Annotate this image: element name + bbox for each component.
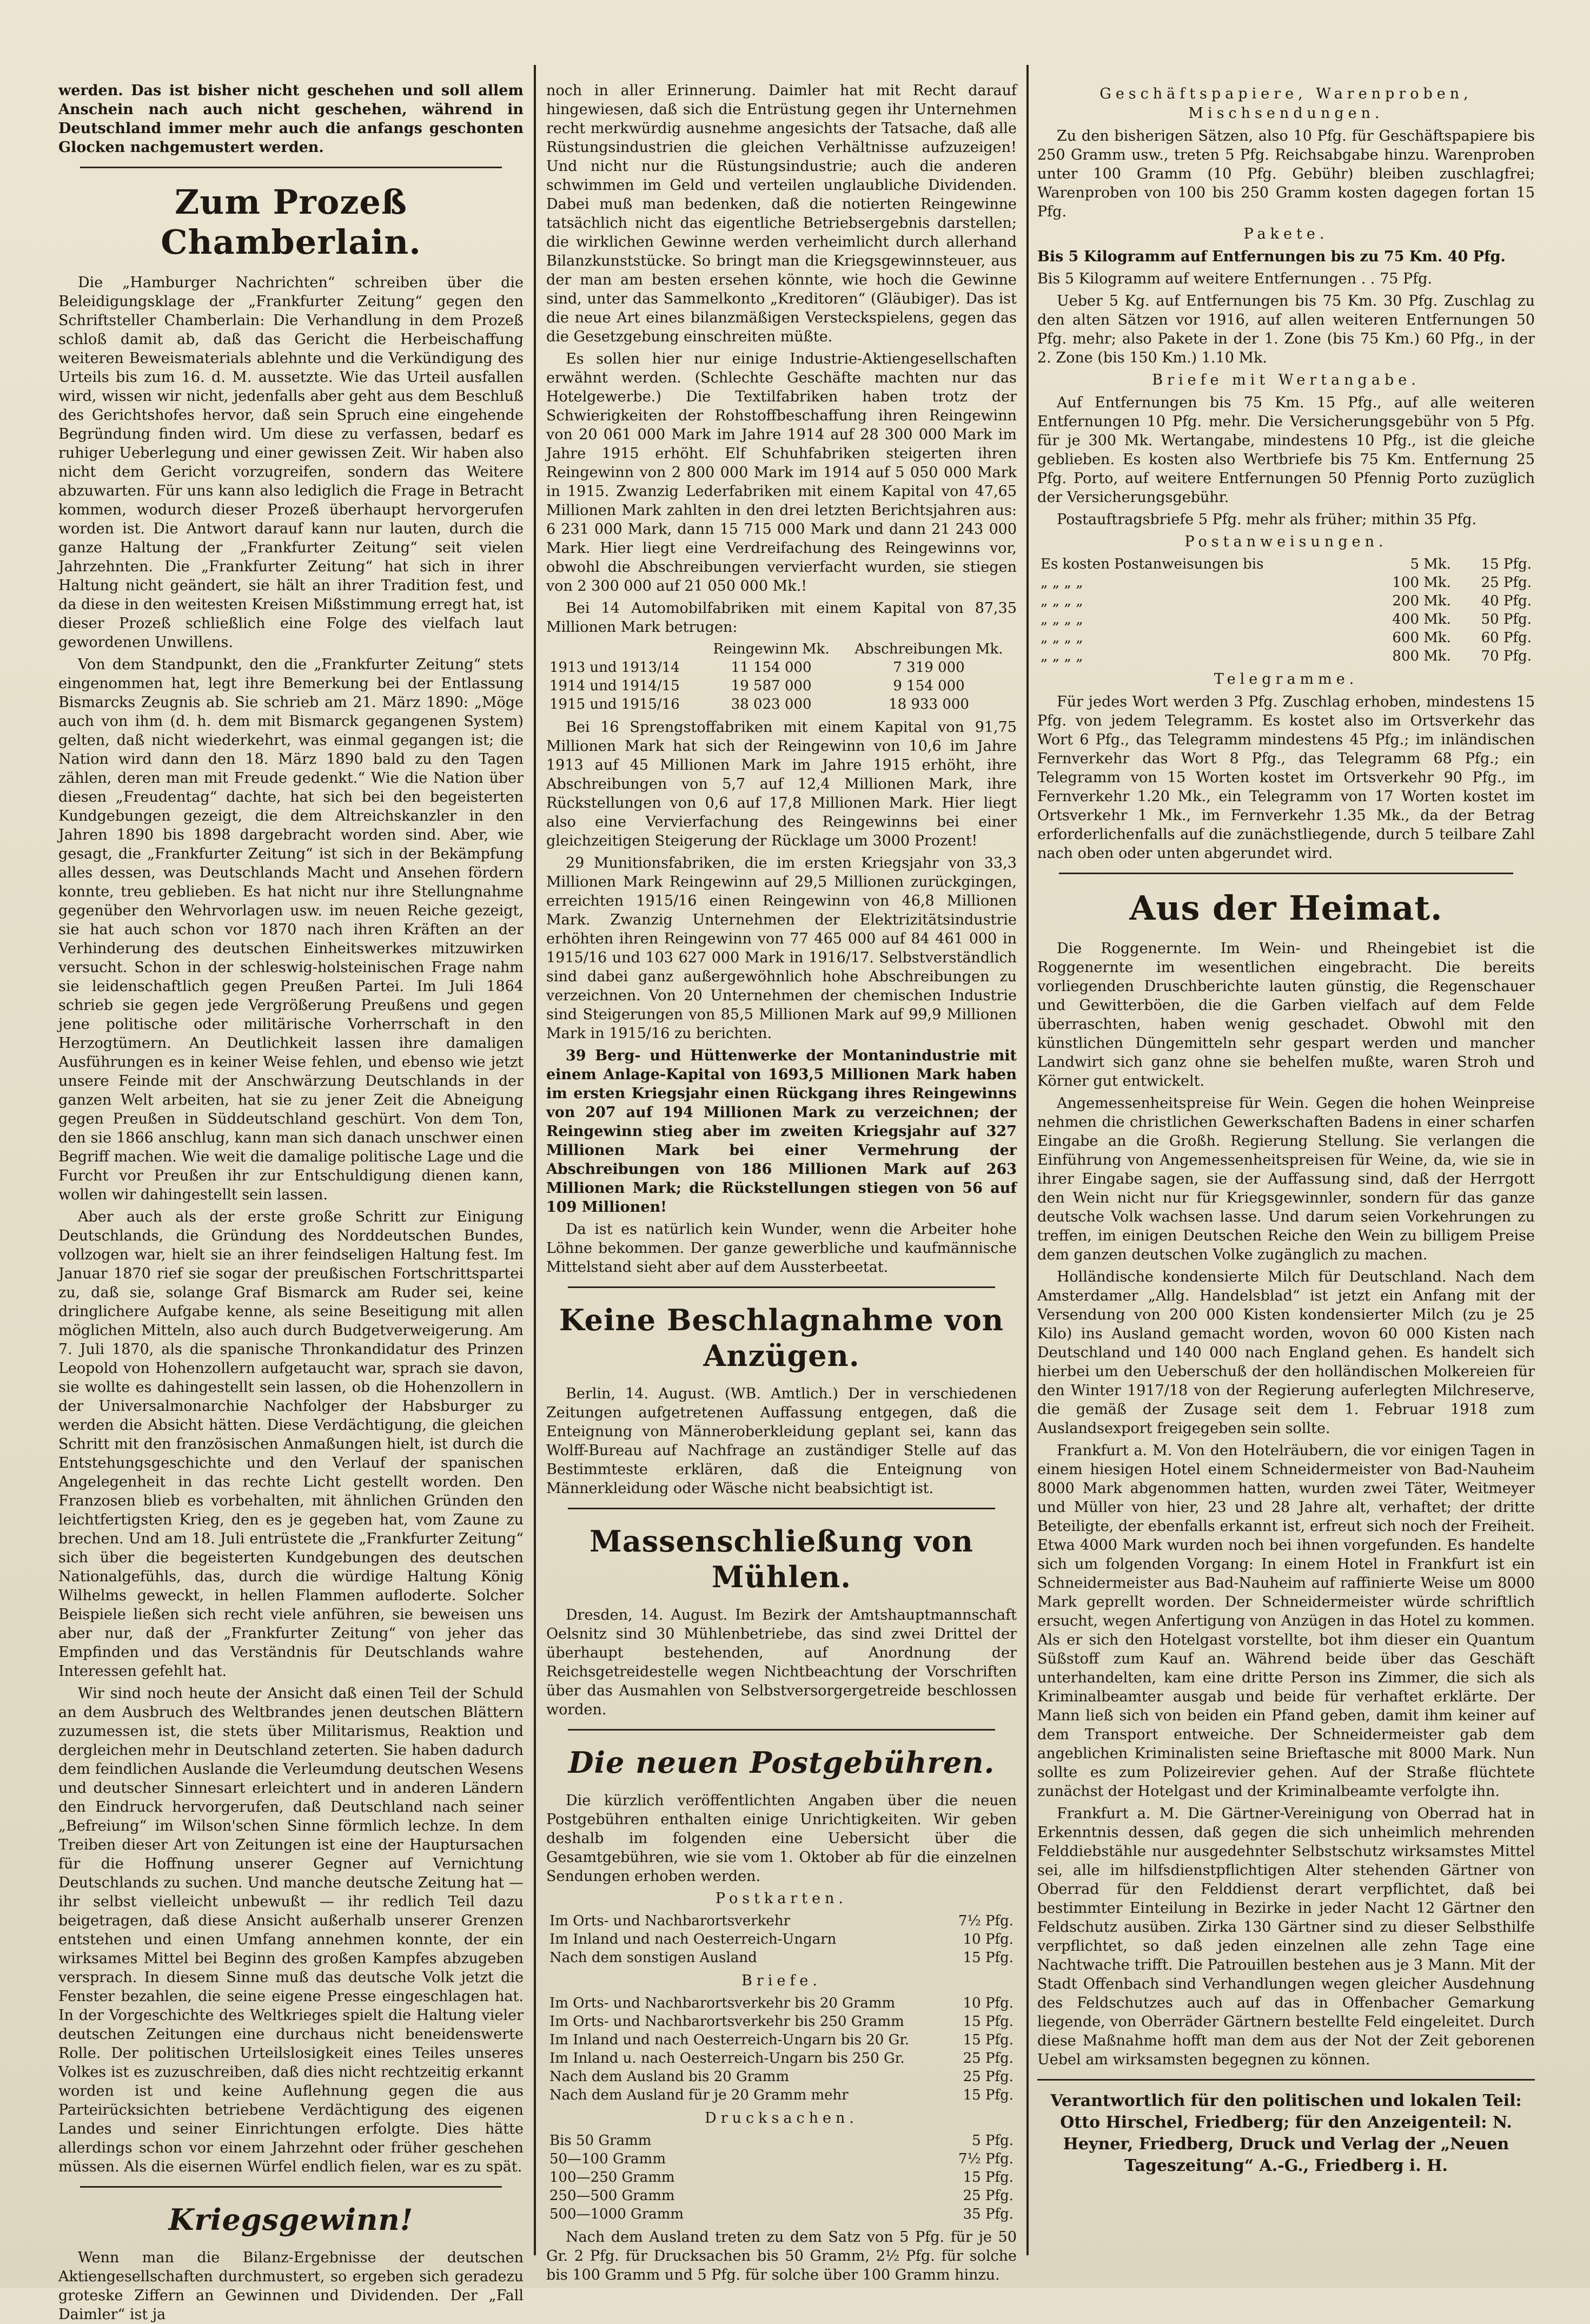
rate-label: „ „ „ „	[1041, 593, 1083, 609]
article-paragraph: Zu den bisherigen Sätzen, also 10 Pfg. für Geschäftspapiere bis 250 Gramm usw., treten 5 Pfg. Reichsabgabe hinzu. Warenproben unter 100 Gramm (10 Pfg. Gebühr) bleiben zuschlagfrei; Warenproben von 100 bis 250 Gramm kosten dagegen fortan 15 Pfg.	[1037, 128, 1535, 220]
postanweisungen-rates	[1037, 555, 1535, 665]
rate-value: 15 Pfg.	[1481, 556, 1532, 572]
article-paragraph: Die kürzlich veröffentlichten Angaben über die neuen Postgebühren enthalten einige Unrichtigkeiten. Wir geben deshalb im folgenden eine Uebersicht über die Gesamtgebühren, wie sie vom 1. Oktober ab für die einzelnen Sendungen erhoben werden.	[546, 1792, 1017, 1885]
table-row	[546, 677, 1017, 695]
column-right	[1037, 81, 1535, 2266]
article-paragraph: Nach dem Ausland treten zu dem Satz von 5 Pfg. für je 50 Gr. 2 Pfg. für Drucksachen bis 50 Gramm, 2½ Pfg. für solche bis 100 Gramm und 5 Pfg. für solche über 100 Gramm hinzu.	[546, 2229, 1017, 2283]
rate-value: 10 Pfg.	[963, 1995, 1013, 2011]
article-paragraph: Holländische kondensierte Milch für Deutschland. Nach dem Amsterdamer „Allg. Handelsblad“ ist jetzt ein Anfang mit der Versendung von 200 000 Kisten kondensierter Milch (zu je 25 Kilo) ins Ausland gemacht worden, wovon 60 000 Kisten nach Deutschland und 140 000 nach England gehen. Es handelt sich hierbei um den Ueberschuß der den holländischen Molkereien für den Winter 1917/18 von der Regierung auferlegten Milchreserve, die gemäß der Zusage seit dem 1. Februar 1918 zum Auslandsexport freigegeben sein sollte.	[1037, 1269, 1535, 1437]
headline-anzuege: Keine Beschlagnahme von Anzügen.	[559, 1303, 1004, 1373]
rate-label: Im Orts- und Nachbarortsverkehr bis 20 Gramm	[549, 1995, 896, 2011]
rate-label: Es kosten Postanweisungen bis	[1041, 556, 1264, 572]
table-row	[546, 1930, 1017, 1949]
rate-label: Im Orts- und Nachbarortsverkehr	[549, 1913, 790, 1929]
subheading-telegramme: Telegramme.	[1214, 671, 1359, 688]
article-paragraph: Dresden, 14. August. Im Bezirk der Amtshauptmannschaft Oelsnitz sind 30 Mühlenbetriebe, das sind zwei Drittel der überhaupt bestehenden, auf Anordnung der Reichsgetreidestelle wegen Nichtbeachtung der Vorschriften über das Ausmahlen von Selbstversorgergetreide beschlossen worden.	[546, 1607, 1017, 1718]
article-paragraph: Wir sind noch heute der Ansicht daß einen Teil der Schuld an dem Ausbruch des Weltbrandes jenen deutschen Blättern zuzumessen ist, die stets über Militarismus, Reaktion und dergleichen mehr in Deutschland zeterten. Sie haben dadurch dem feindlichen Auslande die Verleumdung deutschen Wesens und deutscher Sinnesart erleichtert und in anderen Ländern den Eindruck hervorgerufen, daß Deutschland nach seiner „Befreiung“ im Wilson'schen Sinne förmlich lechze. In dem Treiben dieser Art von Zeitungen ist eine der Hauptursachen für die Hoffnung unserer Gegner auf Vernichtung Deutschlands zu suchen. Und manche deutsche Zeitung hat — ihr selbst vielleicht unbewußt — ihr redlich Teil dazu beigetragen, daß diese Ansicht außerhalb unserer Grenzen entstehen und einen Umfang annehmen konnte, der ein wirksames Mittel bei Beginn des großen Kampfes abzugeben versprach. In diesem Sinne muß das deutsche Volk jetzt die Fenster bezahlen, die seine eigene Presse eingeschlagen hat. In der Vorgeschichte des Weltkrieges spielt die Haltung vieler deutschen Zeitungen eine durchaus nicht beneidenswerte Rolle. Der politischen Urteilslosigkeit eines Teiles unseres Volkes ist es zuzuschreiben, daß dies nicht rechtzeitig erkannt worden ist und keine Auflehnung gegen die aus Parteirücksichten betriebene Verdächtigung des eigenen Landes und seiner Einrichtungen erfolgte. Dies hätte allerdings schon vor einem Jahrzehnt oder früher geschehen müssen. Als die eisernen Würfel endlich fielen, war es zu spät.	[58, 1685, 524, 2175]
rate-amount: 5 Mk.	[1410, 556, 1451, 572]
table-cell: 38 023 000	[731, 696, 812, 712]
table-row	[1037, 555, 1535, 573]
rate-label: Im Inland u. nach Oesterreich-Ungarn bis 250 Gr.	[549, 2050, 905, 2066]
rate-value: 15 Pfg.	[963, 2169, 1013, 2186]
table-row	[546, 1912, 1017, 1930]
rate-label: „ „ „ „	[1041, 630, 1083, 646]
table-cell: 1915 und 1915/16	[549, 696, 680, 712]
column-middle	[546, 81, 1017, 2283]
table-cell: 1913 und 1913/14	[549, 659, 680, 676]
table-row	[546, 2086, 1017, 2104]
rate-value: 70 Pfg.	[1481, 648, 1532, 664]
table-row	[1037, 573, 1535, 592]
table-row	[546, 1949, 1017, 1967]
article-paragraph: Da ist es natürlich kein Wunder, wenn die Arbeiter hohe Löhne bekommen. Der ganze gewerbliche und kaufmännische Mittelstand sieht aber auf dem Aussterbeetat.	[546, 1221, 1017, 1276]
section-divider	[80, 2186, 502, 2188]
table-row	[1037, 592, 1535, 610]
subheading-drucksachen: Drucksachen.	[705, 2110, 858, 2127]
table-row	[546, 2012, 1017, 2031]
table-cell: 7 319 000	[893, 659, 965, 676]
article-paragraph: Die Roggenernte. Im Wein- und Rheingebiet ist die Roggenernte im wesentlichen eingebracht. Die bereits vorliegenden Druschberichte lauten günstig, die Regenschauer und Gewitterböen, die die Garben vielfach auf dem Felde überraschten, haben wenig geschadet. Obwohl mit den künstlichen Düngemitteln sehr gespart werden und mancher Landwirt sich ganz ohne sie behelfen mußte, waren Stroh und Körner gut entwickelt.	[1037, 940, 1535, 1090]
table-row	[546, 2068, 1017, 2086]
column-left	[58, 81, 524, 2323]
headline-chamberlain: Zum Prozeß Chamberlain.	[161, 182, 421, 262]
rate-value: 15 Pfg.	[963, 1950, 1013, 1966]
rate-label: 50—100 Gramm	[549, 2151, 666, 2167]
article-paragraph: Angemessenheitspreise für Wein. Gegen die hohen Weinpreise nehmen die christlichen Gewerkschaften Badens in einer scharfen Eingabe an die Großh. Regierung Stellung. Sie verlangen die Einführung von Angemessenheitspreisen für Weine, da, wie sie in ihrer Eingabe sagen, sie der Auffassung sind, daß der Herrgott den Wein nicht nur für Kriegsgewinnler, sondern für das ganze deutsche Volk wachsen lasse. Und darum seien Vorkehrungen zu treffen, im einigen Deutschen Reiche den Wein zu billigem Preise dem ganzen deutschen Volke zugänglich zu machen.	[1037, 1095, 1535, 1263]
rate-amount: 100 Mk.	[1392, 575, 1451, 591]
article-paragraph: 39 Berg- und Hüttenwerke der Montanindustrie mit einem Anlage-Kapital von 1693,5 Millionen Mark haben im ersten Kriegsjahr einen Rückgang ihres Reingewinns von 207 auf 194 Millionen Mark zu verzeichnen; der Reingewinn stieg aber im zweiten Kriegsjahr auf 327 Millionen Mark bei einer Vermehrung der Abschreibungen von 186 Millionen Mark auf 263 Millionen Mark; die Rückstellungen stiegen von 56 auf 109 Millionen!	[546, 1047, 1017, 1216]
rate-value: 40 Pfg.	[1481, 593, 1532, 609]
briefe-rates	[546, 1994, 1017, 2104]
rate-label: Nach dem sonstigen Ausland	[549, 1950, 757, 1966]
subheading-postanweisungen: Postanweisungen.	[1184, 533, 1388, 550]
article-paragraph: Postauftragsbriefe 5 Pfg. mehr als früher; mithin 35 Pfg.	[1057, 511, 1477, 528]
article-paragraph: Frankfurt a. M. Die Gärtner-Vereinigung von Oberrad hat in Erkenntnis dessen, daß gegen die sich unheimlich mehrenden Felddiebstähle nur ausgedehnter Selbstschutz wirksamstes Mittel sei, alle im hilfsdienstpflichtigen Alter stehenden Gärtner von Oberrad für den Felddienst derart verpflichtet, daß bei bestimmter Einteilung in Bezirke in jeder Nacht 12 Gärtner den Feldschutz ausüben. Zirka 130 Gärtner sind zu dieser Selbsthilfe verpflichtet, so daß jeden einzelnen alle zehn Tage eine Nachtwache trifft. Die Patrouillen bestehen aus je 3 Mann. Mit der Stadt Offenbach sind Verhandlungen wegen gleicher Ausdehnung des Feldschutzes auch auf das in Offenbacher Gemarkung liegende, von Oberräder Gärtnern bestellte Feld eingeleitet. Durch diese Maßnahme hofft man dem aus der Not der Zeit geborenen Uebel am wirksamsten begegnen zu können.	[1037, 1805, 1535, 2068]
table-row	[546, 2150, 1017, 2168]
rate-label: Im Inland und nach Oesterreich-Ungarn bis 20 Gr.	[549, 2032, 910, 2048]
rate-label: „ „ „ „	[1041, 648, 1083, 664]
rate-value: 7½ Pfg.	[958, 2151, 1013, 2167]
rate-value: 25 Pfg.	[1481, 575, 1532, 591]
headline-postgebuehren: Die neuen Postgebühren.	[568, 1745, 995, 1780]
section-divider	[568, 1508, 995, 1509]
table-row	[546, 2049, 1017, 2068]
table-row	[546, 1994, 1017, 2012]
table-header: Reingewinn Mk.	[713, 641, 830, 657]
table-row	[546, 2131, 1017, 2150]
rate-value: 60 Pfg.	[1481, 630, 1532, 646]
article-paragraph: Frankfurt a. M. Von den Hotelräubern, die vor einigen Tagen in einem hiesigen Hotel einem Schneidermeister von Bad-Nauheim 8000 Mark abgenommen hatten, wurden zwei Täter, Weitmeyer und Müller von hier, 23 und 28 Jahre alt, verhaftet; der dritte Beteiligte, der ebenfalls erkannt ist, erfreut sich noch der Freiheit. Etwa 4000 Mark wurden noch bei ihnen vorgefunden. Es handelte sich um folgenden Vorgang: In einem Hotel in Frankfurt ist ein Schneidermeister aus Bad-Nauheim auf raffinierte Weise um 8000 Mark geprellt worden. Der Schneidermeister würde schriftlich ersucht, wegen Anfertigung von Anzügen in das Hotel zu kommen. Als er sich den Hotelgast vorstellte, bot ihm dieser ein Quantum Süßstoff zum Kauf an. Während beide über das Geschäft unterhandelten, kam eine dritte Person ins Zimmer, die sich als Kriminalbeamter ausgab und beide für verhaftet erklärte. Der Mann ließ sich von beiden ein Pfand geben, damit ihm keiner auf dem Transport entweiche. Der Schneidermeister gab dem angeblichen Kriminalisten seine Brieftasche mit 8000 Mark. Nun sollte es zum Polizeirevier gehen. Auf der Straße flüchtete zunächst der Hotelgast und der Kriminalbeamte verfolgte ihn.	[1037, 1442, 1535, 1800]
table-cell: 1914 und 1914/15	[549, 678, 680, 694]
imprint-rule	[1037, 2079, 1535, 2081]
table-cell: 18 933 000	[889, 696, 969, 712]
headline-heimat: Aus der Heimat.	[1129, 888, 1443, 928]
rate-label: „ „ „ „	[1041, 611, 1083, 628]
table-cell: 19 587 000	[731, 678, 812, 694]
article-paragraph: Es sollen hier nur einige Industrie-Aktiengesellschaften erwähnt werden. (Schlechte Geschäfte machten nur das Hotelgewerbe.) Die Textilfabriken haben trotz der Schwierigkeiten der Rohstoffbeschaffung ihren Reingewinn von 20 061 000 Mark im Jahre 1914 auf 28 300 000 Mark im Jahre 1915 erhöht. Elf Schuhfabriken steigerten ihren Reingewinn von 2 800 000 Mark im 1914 auf 5 050 000 Mark in 1915. Zwanzig Lederfabriken mit einem Kapital von 47,65 Millionen Mark zahlten in den drei letzten Berichtsjahren aus: 6 231 000 Mark, dann 15 715 000 Mark und dann 21 243 000 Mark. Hier liegt eine Verdreifachung des Reingewinns vor, obwohl die Abschreibungen vervierfacht wurden, sie stiegen von 2 300 000 auf 21 050 000 Mk.!	[546, 351, 1017, 595]
article-paragraph: Bei 14 Automobilfabriken mit einem Kapital von 87,35 Millionen Mark betrugen:	[546, 600, 1017, 636]
drucksachen-rates	[546, 2131, 1017, 2223]
imprint: Verantwortlich für den politischen und lokalen Teil: Otto Hirschel, Friedberg; für den Anzeigenteil: N. Heyner, Friedberg, Druck und Verlag der „Neuen Tageszeitung“ A.-G., Friedberg i. H.	[1050, 2091, 1522, 2175]
rate-value: 15 Pfg.	[963, 2087, 1013, 2103]
table-row	[546, 695, 1017, 714]
rate-value: 15 Pfg.	[963, 2013, 1013, 2030]
table-row	[546, 2187, 1017, 2205]
rate-value: 5 Pfg.	[972, 2132, 1013, 2149]
rate-label: Nach dem Ausland bis 20 Gramm	[549, 2069, 790, 2085]
article-paragraph: Für jedes Wort werden 3 Pfg. Zuschlag erhoben, mindestens 15 Pfg. von jedem Telegramm. Es kostet also im Ortsverkehr das Wort 6 Pfg., das Telegramm mindestens 45 Pfg.; im inländischen Fernverkehr das Wort 8 Pfg., das Telegramm 68 Pfg.; ein Telegramm von 15 Worten kostet im Ortsverkehr 90 Pfg., im Fernverkehr 1.20 Mk., ein Telegramm von 17 Worten kostet im Ortsverkehr 1 Mk., im Fernverkehr 1.35 Mk., da der Betrag erforderlichenfalls auf die zunächstliegende, durch 5 teilbare Zahl nach oben oder unten abgerundet wird.	[1037, 694, 1535, 862]
subheading-postkarten: Postkarten.	[715, 1890, 848, 1907]
section-divider	[1059, 873, 1513, 874]
rate-label: Bis 50 Gramm	[549, 2132, 652, 2149]
table-row	[1037, 629, 1535, 647]
automobile-profit-table	[546, 640, 1017, 714]
article-paragraph: Wenn man die Bilanz-Ergebnisse der deutschen Aktiengesellschaften durchmustert, so ergeben sich geradezu groteske Ziffern an Gewinnen und Dividenden. Der „Fall Daimler“ ist ja	[58, 2249, 524, 2323]
table-row	[546, 2031, 1017, 2049]
table-row	[1037, 610, 1535, 629]
rate-value: 25 Pfg.	[963, 2188, 1013, 2204]
table-row	[546, 658, 1017, 677]
table-row	[1037, 647, 1535, 665]
rate-amount: 200 Mk.	[1392, 593, 1451, 609]
subheading-geschaeftspapiere: Geschäftspapiere, Warenproben, Mischsendungen.	[1099, 85, 1473, 122]
article-paragraph: Bei 16 Sprengstoffabriken mit einem Kapital von 91,75 Millionen Mark hat sich der Reingewinn von 10,6 im Jahre 1913 auf 45 Millionen Mark im Jahre 1915 erhöht, ihre Abschreibungen von 5,7 auf 12,4 Millionen Mark, ihre Rückstellungen von 0,6 auf 17,8 Millionen Mark. Hier liegt also eine Vervierfachung des Reingewinns bei einer gleichzeitigen Steigerung der Rücklage um 3000 Prozent!	[546, 719, 1017, 849]
article-paragraph: Aber auch als der erste große Schritt zur Einigung Deutschlands, die Gründung des Norddeutschen Bundes, vollzogen war, hielt sie an ihrer feindseligen Haltung fest. Im Januar 1870 rief sie sogar der preußischen Fortschrittspartei zu, daß sie, solange Graf Bismarck am Ruder sei, keine dringlichere Aufgabe kenne, als seine Beseitigung mit allen möglichen Mitteln, also auch durch Budgetverweigerung. Am 7. Juli 1870, als die spanische Thronkandidatur des Prinzen Leopold von Hohenzollern aufgetaucht war, sprach sie davon, sie wollte es dahingestellt sein lassen, ob die Hohenzollern in der Universalmonarchie Nachfolger der Habsburger zu werden die Absicht hätten. Diese Verdächtigung, die gleichen Schritt mit den französischen Anmaßungen hielt, ist durch die Entstehungsgeschichte und den Verlauf der spanischen Angelegenheit in das rechte Licht gestellt worden. Den Franzosen blieb es vorbehalten, mit ähnlichen Gründen den leichtfertigsten Krieg, den es je gegeben hat, vom Zaune zu brechen. Und am 18. Juli entrüstete die „Frankfurter Zeitung“ sich über die begeisterten Kundgebungen des deutschen Nationalgefühls, das, durch die würdige Haltung König Wilhelms geweckt, in hellen Flammen aufloderte. Solcher Beispiele ließen sich recht viele anführen, sie beweisen uns aber nur, daß der „Frankfurter Zeitung“ von jeher das Empfinden und das Verständnis für Deutschlands wahre Interessen gefehlt hat.	[58, 1209, 524, 1680]
rate-label: „ „ „ „	[1041, 575, 1083, 591]
table-cell: 11 154 000	[731, 659, 812, 676]
rate-amount: 600 Mk.	[1392, 630, 1451, 646]
table-header	[546, 640, 701, 658]
rate-label: Nach dem Ausland für je 20 Gramm mehr	[549, 2087, 849, 2103]
rate-line: Bis 5 Kilogramm auf Entfernungen bis zu 75 Km. 40 Pfg.	[1037, 248, 1506, 265]
rate-label: 100—250 Gramm	[549, 2169, 675, 2186]
rate-line: Bis 5 Kilogramm auf weitere Entfernungen . . 75 Pfg.	[1037, 270, 1433, 287]
section-divider	[80, 167, 502, 168]
article-paragraph: Die „Hamburger Nachrichten“ schreiben über die Beleidigungsklage der „Frankfurter Zeitung“ gegen den Schriftsteller Chamberlain: Die Verhandlung in dem Prozeß schloß damit ab, daß das Gericht die Herbeischaffung weiteren Beweismaterials ablehnte und die Verkündigung des Urteils bis zum 16. d. M. aussetzte. Wie das Urteil ausfallen wird, wissen wir nicht, jedenfalls aber geht aus dem Beschluß des Gerichtshofes hervor, daß sein Spruch eine eingehende Begründung finden wird. Um diese zu verfassen, bedarf es ruhiger Ueberlegung und einer gewissen Zeit. Wir haben also nicht dem Gericht vorzugreifen, sondern das Weitere abzuwarten. Für uns kann also lediglich die Frage in Betracht kommen, wodurch dieser Prozeß überhaupt hervorgerufen worden ist. Die Antwort darauf kann nur lauten, durch die ganze Haltung der „Frankfurter Zeitung“ seit vielen Jahrzehnten. Die „Frankfurter Zeitung“ hat sich in ihrer Haltung nicht geändert, sie hält an ihrer Tradition fest, und da diese in den weitesten Kreisen Mißstimmung erregt hat, ist dieser Prozeß schließlich eine Folge des vielfach laut gewordenen Unwillens.	[58, 274, 524, 651]
rate-value: 15 Pfg.	[963, 2032, 1013, 2048]
rate-label: 500—1000 Gramm	[549, 2206, 684, 2222]
rate-value: 35 Pfg.	[963, 2206, 1013, 2222]
section-divider	[568, 1729, 995, 1731]
subheading-pakete: Pakete.	[1243, 226, 1329, 242]
subheading-wertbriefe: Briefe mit Wertangabe.	[1152, 372, 1420, 388]
article-paragraph: Ueber 5 Kg. auf Entfernungen bis 75 Km. 30 Pfg. Zuschlag zu den alten Sätzen vor 1916, auf allen weiteren Entfernungen 50 Pfg. mehr; also Pakete in der 1. Zone (bis 75 Km.) 60 Pfg., in der 2. Zone (bis 150 Km.) 1.10 Mk.	[1037, 293, 1535, 366]
article-paragraph: Auf Entfernungen bis 75 Km. 15 Pfg., auf alle weiteren Entfernungen 10 Pfg. mehr. Die Versicherungsgebühr von 5 Pfg. für je 300 Mk. Wertangabe, mindestens 10 Pfg., ist die gleiche geblieben. Es kosten also Wertbriefe bis 75 Km. Entfernung 25 Pfg. Porto, auf weitere Entfernungen 50 Pfennig Porto zuzüglich der Versicherungsgebühr.	[1037, 394, 1535, 506]
rate-value: 50 Pfg.	[1481, 611, 1532, 628]
rate-label: Im Inland und nach Oesterreich-Ungarn	[549, 1931, 837, 1947]
table-row	[546, 2205, 1017, 2223]
postkarten-rates	[546, 1912, 1017, 1967]
rate-amount: 400 Mk.	[1392, 611, 1451, 628]
article-paragraph: noch in aller Erinnerung. Daimler hat mit Recht darauf hingewiesen, daß sich die Entrüstung gegen ihr Unternehmen recht merkwürdig ausnehme angesichts der Tatsache, daß alle Rüstungsindustrien die gleichen Verhältnisse aufzuzeigen! Und nicht nur die Rüstungsindustrie; auch die anderen schwimmen im Geld und verteilen unglaubliche Dividenden. Dabei muß man bedenken, daß die notierten Reingewinne tatsächlich nicht das eigentliche Betriebsergebnis darstellen; die wirklichen Gewinne werden verheimlicht durch allerhand Bilanzkunststücke. So bringt man die Kriegsgewinnsteuer, aus der man am besten ersehen könnte, wie hoch die Gewinne sind, unter das Sammelkonto „Kreditoren“ (Gläubiger). Das ist die neue Art eines bilanzmäßigen Versteckspielens, gegen das die Gesetzgebung einschreiten müßte.	[546, 82, 1017, 345]
article-paragraph: 29 Munitionsfabriken, die im ersten Kriegsjahr von 33,3 Millionen Mark Reingewinn auf 29,5 Millionen zurückgingen, erreichten 1915/16 einen Reingewinn von 46,8 Millionen Mark. Zwanzig Unternehmen der Elektrizitätsindustrie erhöhten ihren Reingewinn von 77 465 000 auf 84 461 000 in 1915/16 und 103 627 000 Mark in 1916/17. Selbstverständlich sind dabei ganz außergewöhnlich hohe Abschreibungen zu verzeichnen. Von 20 Unternehmen der chemischen Industrie sind Steigerungen von 85,5 Millionen Mark auf 99,9 Millionen Mark in 1915/16 zu berichten.	[546, 855, 1017, 1042]
subheading-briefe: Briefe.	[741, 1972, 822, 1989]
headline-muehlen: Massenschließung von Mühlen.	[589, 1524, 973, 1594]
rate-value: 25 Pfg.	[963, 2050, 1013, 2066]
table-header-row	[546, 640, 1017, 658]
column-rule	[534, 65, 536, 2255]
rate-value: 7½ Pfg.	[958, 1913, 1013, 1929]
rate-label: Im Orts- und Nachbarortsverkehr bis 250 Gramm	[549, 2013, 904, 2030]
rate-value: 25 Pfg.	[963, 2069, 1013, 2085]
rate-amount: 800 Mk.	[1392, 648, 1451, 664]
rate-label: 250—500 Gramm	[549, 2188, 675, 2204]
table-row	[546, 2168, 1017, 2187]
table-header: Abschreibungen Mk.	[854, 641, 1003, 657]
carryover-text: werden. Das ist bisher nicht geschehen und soll allem Anschein nach auch nicht geschehen, während in Deutschland immer mehr auch die anfangs geschonten Glocken nachgemustert werden.	[58, 82, 524, 156]
article-paragraph: Von dem Standpunkt, den die „Frankfurter Zeitung“ stets eingenommen hat, legt ihre Bemerkung bei der Entlassung Bismarcks Zeugnis ab. Sie schrieb am 21. März 1890: „Möge auch von ihm (d. h. dem mit Bismarck gegangenen System) gelten, daß nicht wiederkehrt, was einmal gegangen ist; die Nation wird dann den 18. März 1890 bald zu den Tagen zählen, deren man mit Freude gedenkt.“ Wie die Nation über diesen „Freudentag“ dachte, hat sich bei den begeisterten Kundgebungen gezeigt, die dem Altreichskanzler in den Jahren 1890 bis 1898 dargebracht worden sind. Aber, wie gesagt, die „Frankfurter Zeitung“ ist sich in der Bekämpfung alles dessen, was Deutschlands Macht und Ansehen fördern konnte, treu geblieben. Es hat nicht nur ihre Stellungnahme gegenüber den Wehrvorlagen usw. im neuen Reiche gezeigt, sie hat auch schon vor 1870 nach ihren Kräften an der Verhinderung des deutschen Einheitswerkes mitzuwirken versucht. Schon in der schleswig-holsteinischen Frage nahm sie leidenschaftlich gegen Preußen Partei. Im Juli 1864 schrieb sie gegen jede Vergrößerung Preußens und gegen jene politische oder militärische Vorherrschaft in den Herzogtümern. An Deutlichkeit lassen ihre damaligen Ausführungen es in keiner Weise fehlen, und ebenso wie jetzt unsere Feinde mit der Anschwärzung Deutschlands in der ganzen Welt arbeiten, hat sie zu jener Zeit die Abneigung gegen Preußen in Süddeutschland geschürt. Von dem Ton, den sie 1866 anschlug, kann man sich danach unschwer einen Begriff machen. Wie weit die damalige politische Lage und die Furcht vor Preußen ihr zur Entschuldigung dienen kann, wollen wir dahingestellt sein lassen.	[58, 656, 524, 1203]
section-divider	[568, 1286, 995, 1288]
headline-kriegsgewinn: Kriegsgewinn!	[168, 2202, 414, 2237]
article-paragraph: Berlin, 14. August. (WB. Amtlich.) Der in verschiedenen Zeitungen aufgetretenen Auffassung entgegen, daß die Enteignung von Männeroberkleidung geplant sei, kann das Wolff-Bureau auf Nachfrage an zuständiger Stelle auf das Bestimmteste erklären, daß die Enteignung von Männerkleidung oder Wäsche nicht beabsichtigt ist.	[546, 1385, 1017, 1497]
column-rule	[1026, 65, 1029, 2255]
table-cell: 9 154 000	[893, 678, 965, 694]
rate-value: 10 Pfg.	[963, 1931, 1013, 1947]
